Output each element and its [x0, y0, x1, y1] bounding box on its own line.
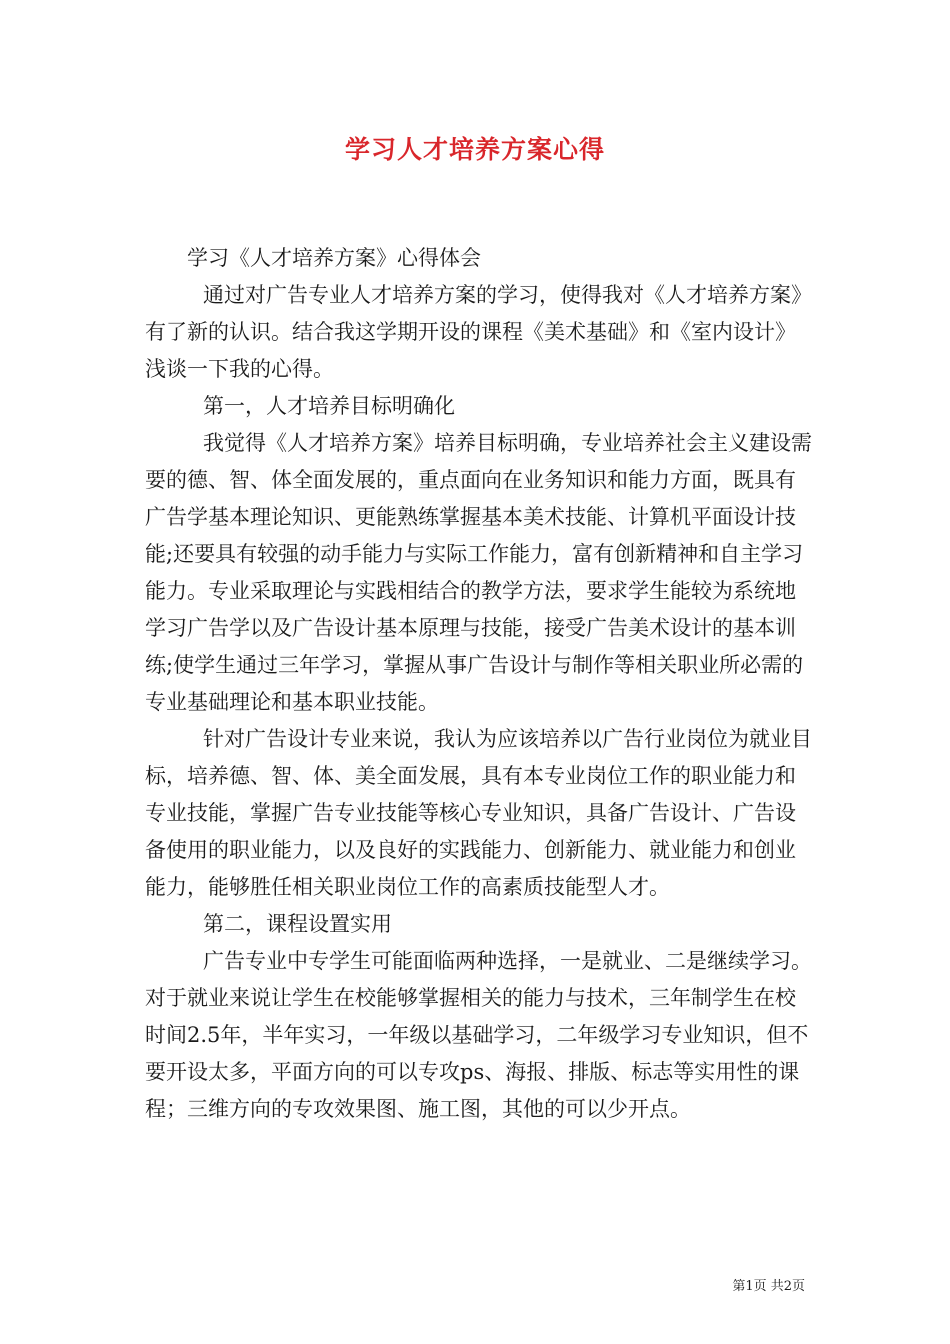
- intro-paragraph: 通过对广告专业人才培养方案的学习，使得我对《人才培养方案》有了新的认识。结合我这学期开设的课程《美术基础》和《室内设计》浅谈一下我的心得。: [145, 283, 812, 381]
- section-heading-2: 第二，课程设置实用: [203, 912, 392, 936]
- page-number-footer: 第1页 共2页: [732, 1279, 805, 1294]
- body-paragraph: 针对广告设计专业来说，我认为应该培养以广告行业岗位为就业目标，培养德、智、体、美全面发展，具有本专业岗位工作的职业能力和专业技能，掌握广告专业技能等核心专业知识，具备广告设计、广告设备使用的职业能力，以及良好的实践能力、创新能力、就业能力和创业能力，能够胜任相关职业岗位工作的高素质技能型人才。: [145, 727, 812, 899]
- document-body: [145, 240, 815, 1128]
- body-paragraph: 广告专业中专学生可能面临两种选择，一是就业、二是继续学习。对于就业来说让学生在校能够掌握相关的能力与技术，三年制学生在校时间2.5年，半年实习，一年级以基础学习，二年级学习专业知识，但不要开设太多，平面方向的可以专攻ps、海报、排版、标志等实用性的课程；三维方向的专攻效果图、施工图，其他的可以少开点。: [145, 949, 812, 1121]
- document-title: 学习人才培养方案心得: [344, 135, 605, 164]
- subtitle-paragraph: 学习《人才培养方案》心得体会: [187, 246, 481, 270]
- body-paragraph: 我觉得《人才培养方案》培养目标明确，专业培养社会主义建设需要的德、智、体全面发展的，重点面向在业务知识和能力方面，既具有广告学基本理论知识、更能熟练掌握基本美术技能、计算机平面设计技能;还要具有较强的动手能力与实际工作能力，富有创新精神和自主学习能力。专业采取理论与实践相结合的教学方法，要求学生能较为系统地学习广告学以及广告设计基本原理与技能，接受广告美术设计的基本训练;使学生通过三年学习，掌握从事广告设计与制作等相关职业所必需的专业基础理论和基本职业技能。: [145, 431, 812, 714]
- section-heading-1: 第一，人才培养目标明确化: [203, 394, 455, 418]
